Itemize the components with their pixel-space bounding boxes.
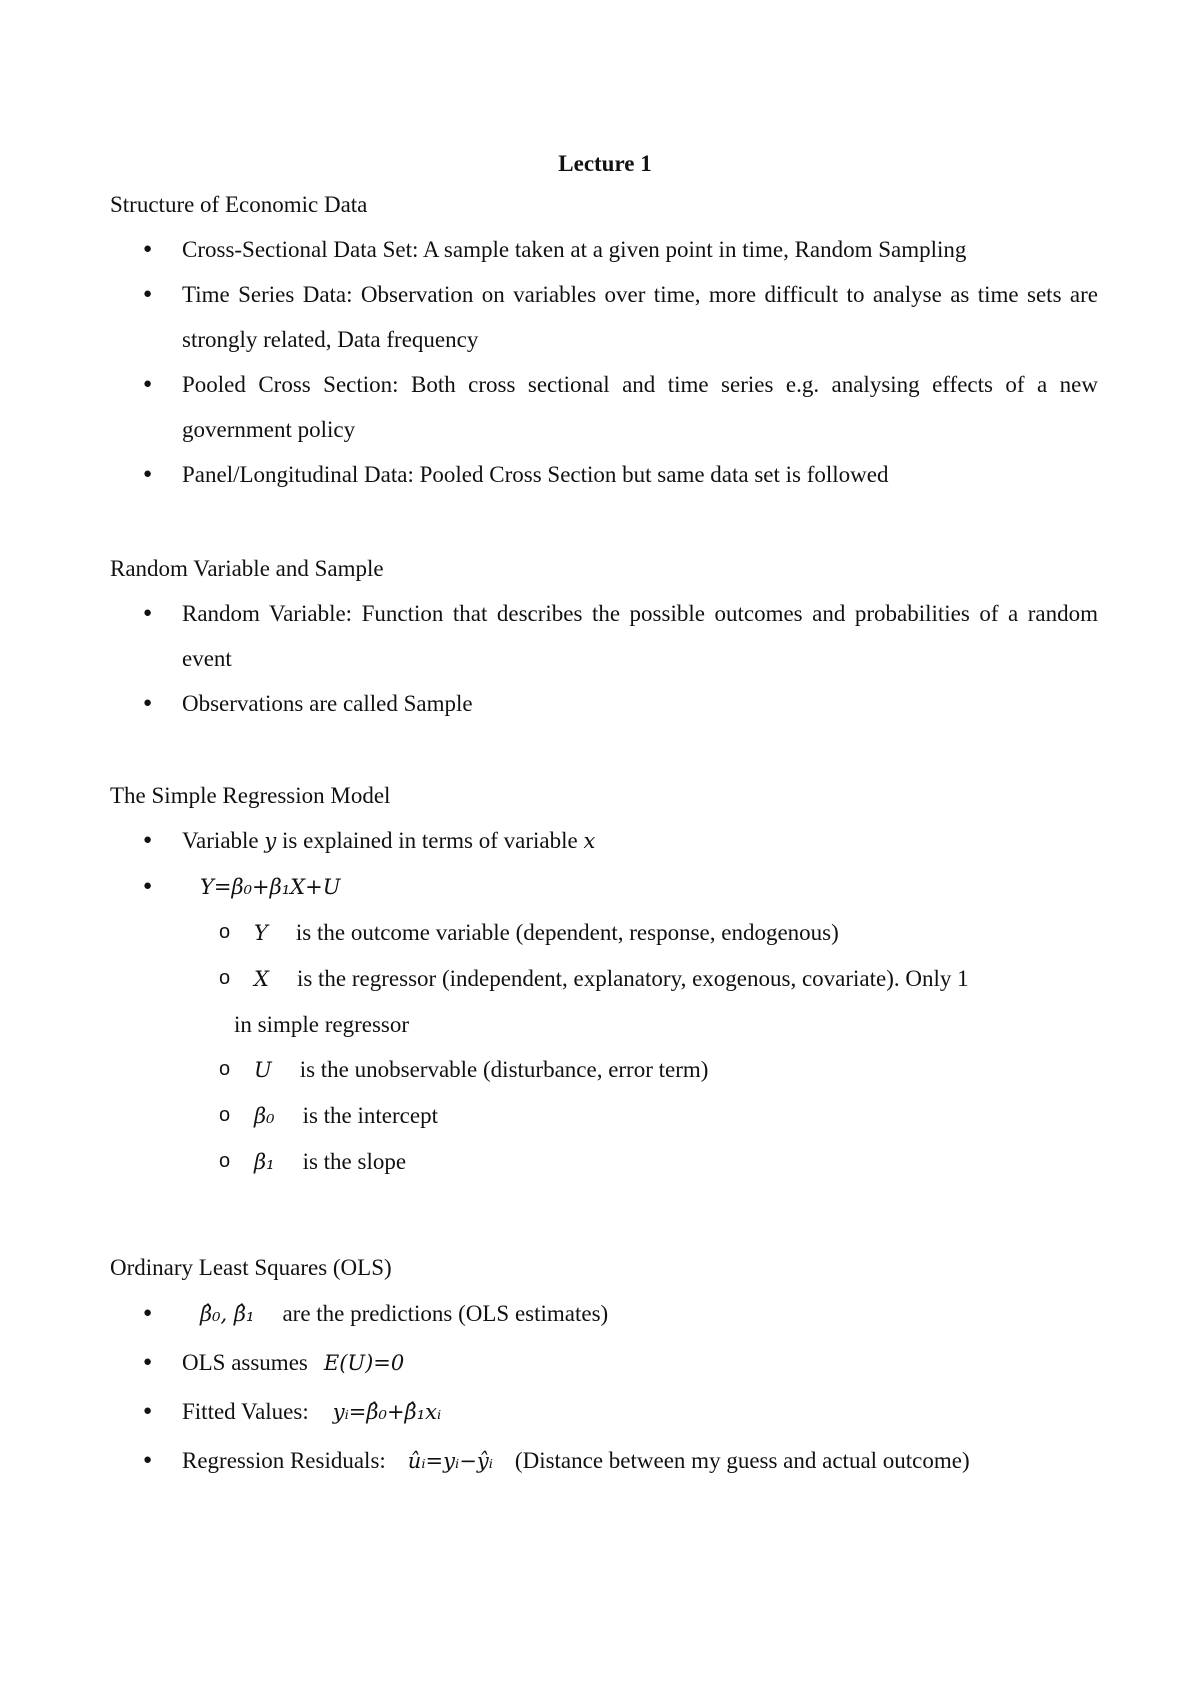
economic-data-list (0, 227, 1200, 497)
list-item (0, 1389, 1098, 1435)
list-item (0, 1291, 1098, 1337)
section-heading-random-variable: Random Variable and Sample (110, 556, 384, 581)
list-item-label: Fitted Values: (182, 1399, 309, 1424)
list-item: ● Panel/Longitudinal Data: Pooled Cross Section but same data set is followed (0, 452, 1098, 497)
section-heading-ols: Ordinary Least Squares (OLS) (110, 1255, 392, 1280)
text-fragment: is explained in terms of variable (276, 828, 584, 853)
sub-item-text: is the outcome variable (dependent, response, endogenous) (295, 920, 839, 945)
sub-item-text: is the unobservable (disturbance, error term) (299, 1057, 709, 1082)
simple-regression-list (0, 818, 1200, 910)
sub-item-text: is the regressor (independent, explanatory, exogenous, covariate). Only 1 (296, 966, 969, 991)
sub-item-text: is the slope (302, 1149, 407, 1174)
math-symbol: U (254, 1058, 272, 1082)
list-item-label: Regression Residuals: (182, 1448, 386, 1473)
math-symbol: β₁ (254, 1150, 275, 1174)
sub-list-item (0, 956, 1098, 1047)
list-item: ● Cross-Sectional Data Set: A sample taken at a given point in time, Random Sampling (0, 227, 1098, 272)
text-fragment: Variable (182, 828, 265, 853)
math-var-y: y (264, 829, 277, 853)
ols-assumption-math: E(U)=0 (323, 1351, 405, 1375)
list-item: ● Time Series Data: Observation on variables over time, more difficult to analyse as time sets are strongly related, Data frequency (0, 272, 1098, 362)
list-item (0, 818, 1098, 864)
ols-list (0, 1291, 1200, 1484)
list-item (0, 864, 1098, 910)
math-symbol: Y (254, 921, 268, 945)
page-title: Lecture 1 (558, 151, 652, 176)
list-item-text: (Distance between my guess and actual outcome) (514, 1448, 970, 1473)
sub-list-item (0, 1139, 1098, 1185)
sub-list-item (0, 1093, 1098, 1139)
list-item: ● Pooled Cross Section: Both cross sectional and time series e.g. analysing effects of a new government policy (0, 362, 1098, 452)
fitted-values-math: yᵢ=β̂₀+β̂₁xᵢ (332, 1400, 442, 1424)
residuals-math: ûᵢ=yᵢ−ŷᵢ (407, 1449, 493, 1473)
sub-list-item (0, 910, 1098, 956)
regression-terms-list (0, 910, 1200, 1185)
random-variable-list (0, 591, 1200, 726)
list-item-label: OLS assumes (182, 1350, 308, 1375)
math-symbol: β₀ (254, 1104, 275, 1128)
list-item: ● Random Variable: Function that describes the possible outcomes and probabilities of a random event (0, 591, 1098, 681)
sub-item-text: is the intercept (302, 1103, 438, 1128)
list-item: ● Observations are called Sample (0, 681, 1098, 726)
list-item-text: are the predictions (OLS estimates) (282, 1301, 609, 1326)
sub-list-item (0, 1047, 1098, 1093)
math-symbol: X (254, 967, 269, 991)
regression-equation: Y=β₀+β₁X+U (200, 875, 341, 899)
section-heading-simple-regression: The Simple Regression Model (110, 783, 391, 808)
math-var-x: x (583, 829, 596, 853)
sub-item-continuation: in simple regressor (234, 1012, 410, 1037)
list-item (0, 1438, 1098, 1484)
list-item (0, 1340, 1098, 1386)
ols-estimates-math: β̂₀, β̂₁ (200, 1302, 255, 1326)
section-heading-economic-data: Structure of Economic Data (110, 192, 368, 217)
